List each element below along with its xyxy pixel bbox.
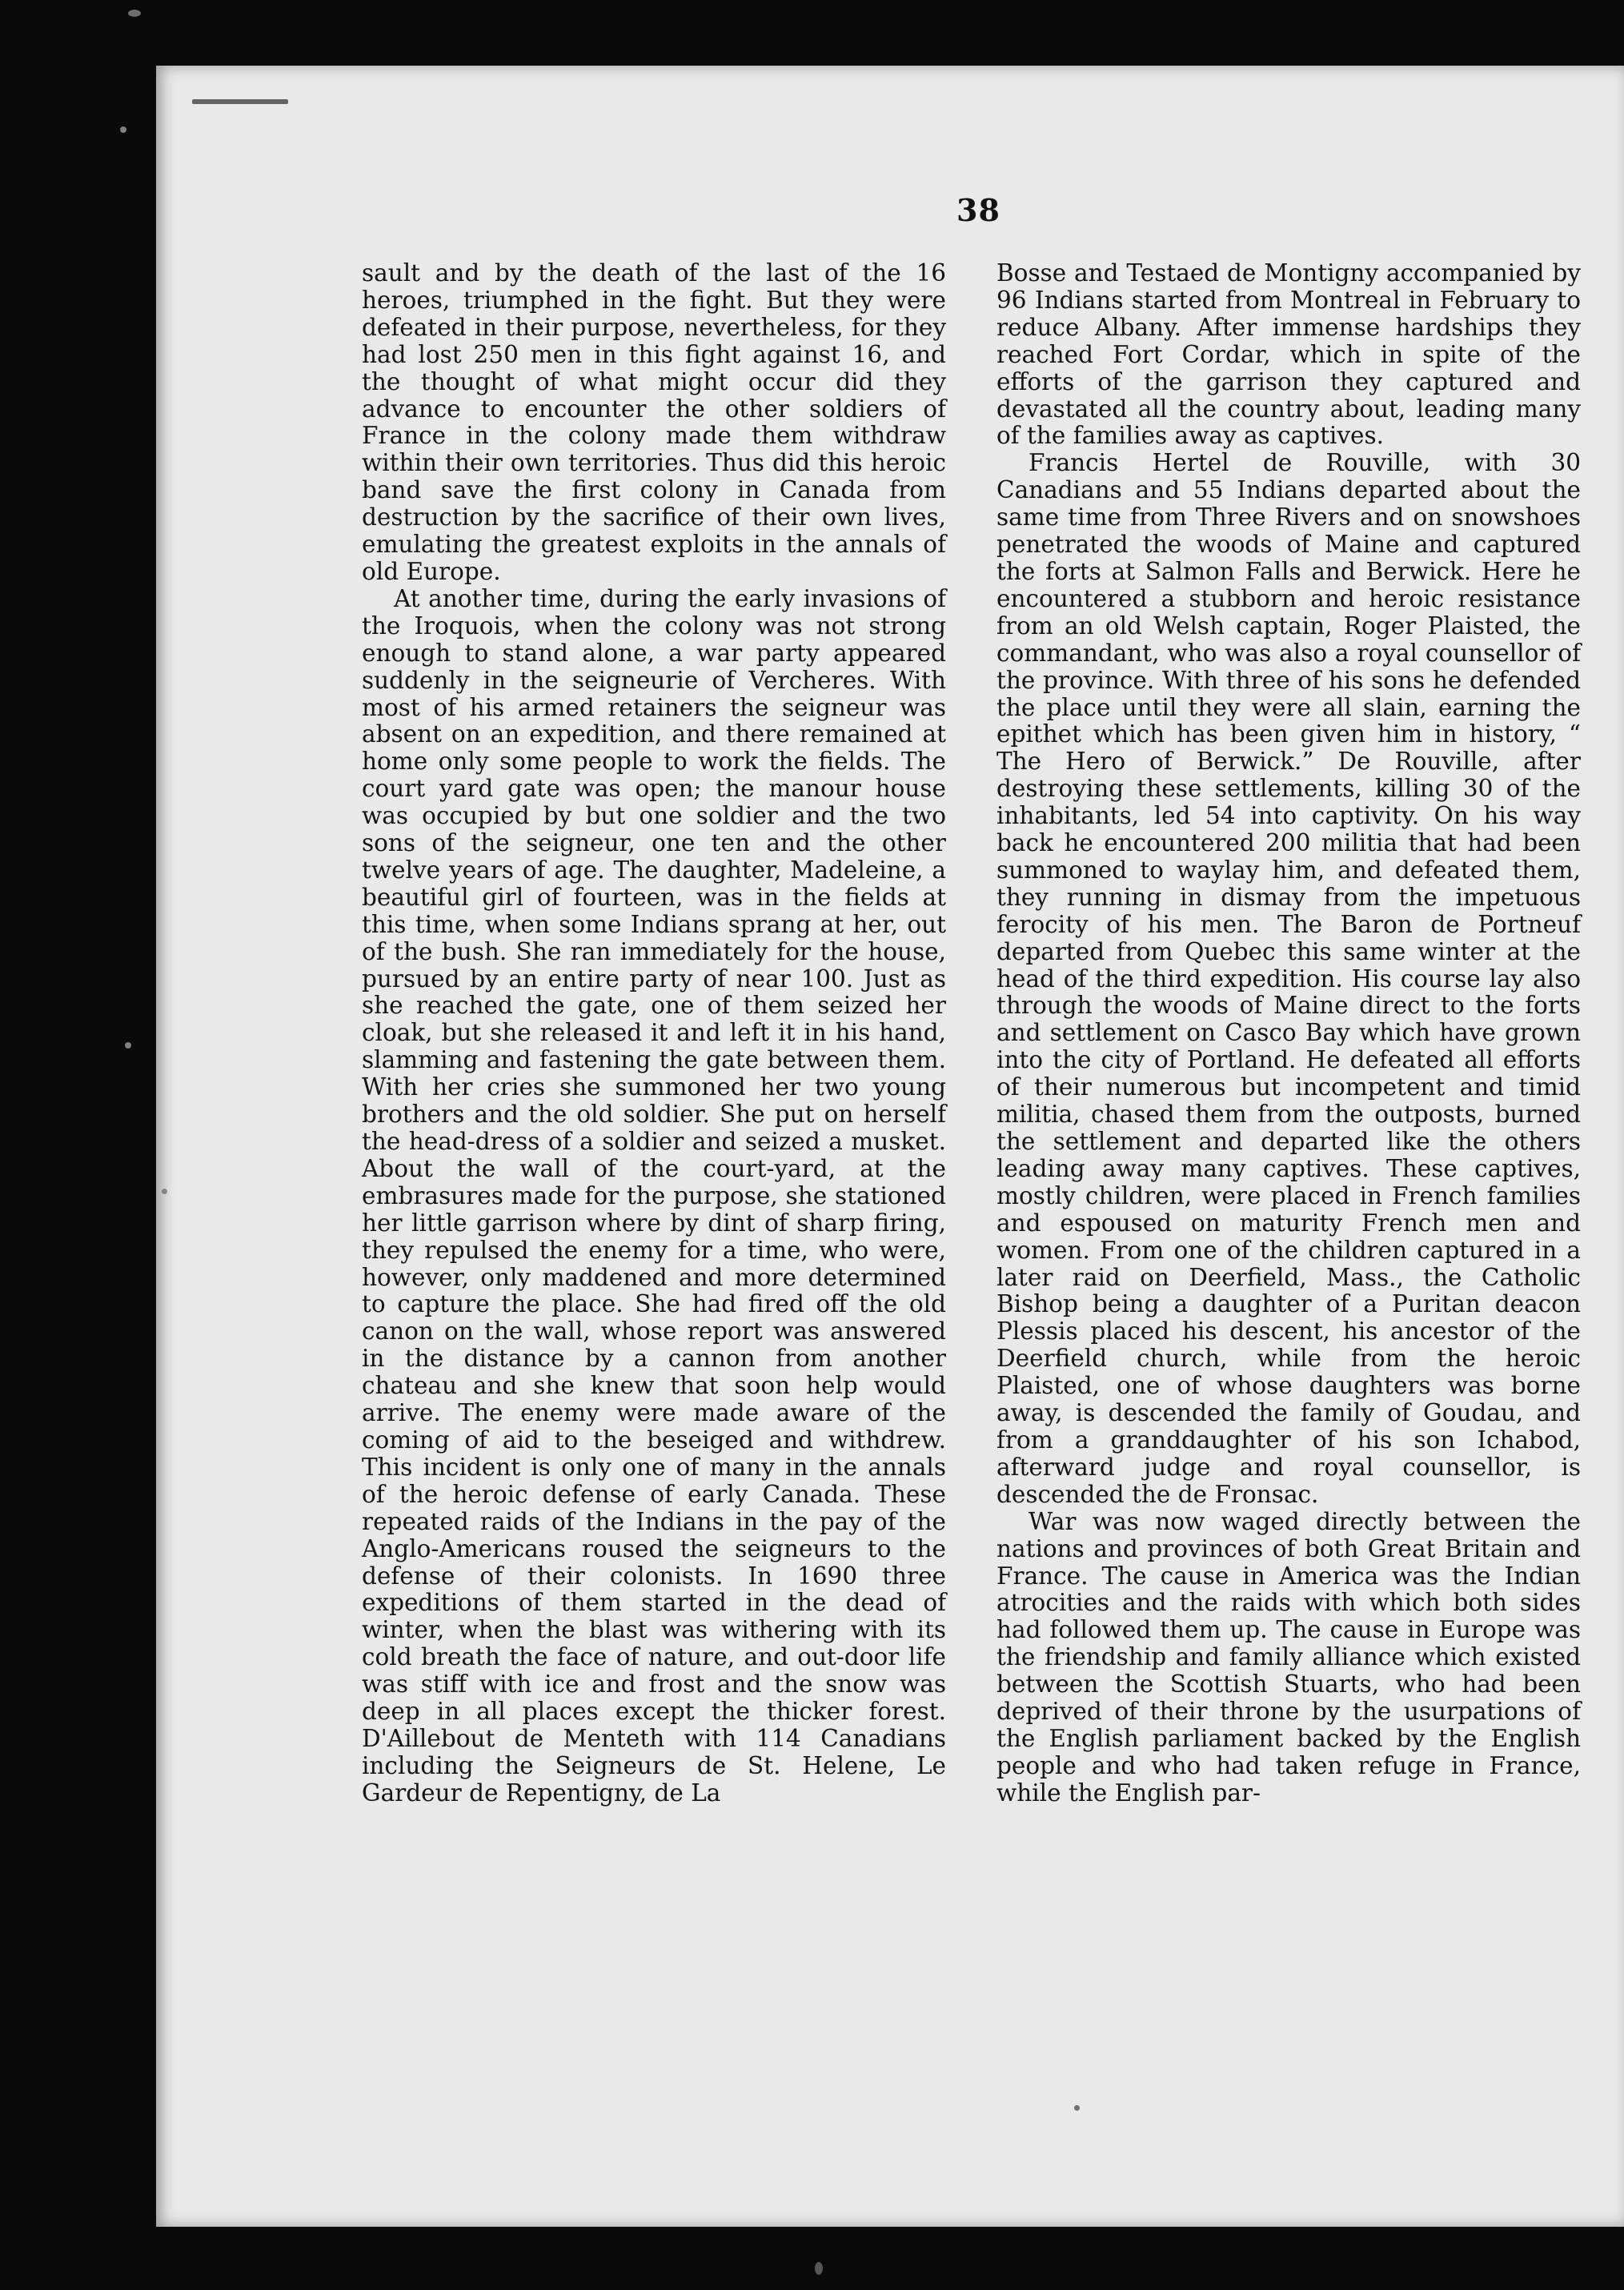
paragraph: Bosse and Testaed de Montigny accompanied by 96 Indians started from Montreal in February to reduce Albany. After immense hardships they reached Fort Cordar, which in spite of the efforts of the garrison they captured and devastated all the country about, leading many of the families away as captives.	[996, 259, 1581, 450]
paragraph: sault and by the death of the last of the 16 heroes, triumphed in the fight. But they were defeated in their purpose, nevertheless, for they had lost 250 men in this fight against 16, and the thought of what might occur did they advance to encounter the other soldiers of France in the colony made them withdraw within their own territories. Thus did this heroic band save the first colony in Canada from destruction by the sacrifice of their own lives, emulating the greatest exploits in the annals of old Europe.	[362, 259, 946, 585]
scan-speck	[162, 1189, 167, 1194]
scan-speck	[128, 10, 141, 17]
scan-speck	[815, 2262, 823, 2275]
paragraph: Francis Hertel de Rouville, with 30 Canadians and 55 Indians departed about the same time from Three Rivers and on snowshoes penetrated the woods of Maine and captured the forts at Salmon Falls and Berwick. Here he encountered a stubborn and heroic resistance from an old Welsh captain, Roger Plaisted, the commandant, who was also a royal counsellor of the province. With three of his sons he defended the place until they were all slain, earning the epithet which has been given him in history, “ The Hero of Berwick.” De Rouville, after destroying these settlements, killing 30 of the inhabitants, led 54 into captivity. On his way back he encountered 200 militia that had been summoned to waylay him, and defeated them, they running in dismay from the impetuous ferocity of his men. The Baron de Portneuf departed from Quebec this same winter at the head of the third expedition. His course lay also through the woods of Maine direct to the forts and settlement on Casco Bay which have grown into the city of Portland. He defeated all efforts of their numerous but incompetent and timid militia, chased them from the outposts, burned the settlement and departed like the others leading away many captives. These captives, mostly children, were placed in French families and espoused on maturity French men and women. From one of the children captured in a later raid on Deerfield, Mass., the Catholic Bishop being a daughter of a Puritan deacon Plessis placed his descent, his ancestor of the Deerfield church, while from the heroic Plaisted, one of whose daughters was borne away, is descended the family of Goudau, and from a granddaughter of his son Ichabod, afterward judge and royal counsellor, is descended the de Fronsac.	[996, 449, 1581, 1508]
scan-edge-mark	[192, 99, 288, 104]
scan-speck	[120, 126, 126, 133]
scan-speck	[1074, 2105, 1080, 2111]
right-text-column	[996, 260, 1581, 1807]
page-number: 38	[956, 192, 1000, 228]
scan-speck	[125, 1042, 131, 1049]
left-text-column	[362, 260, 946, 1807]
paragraph: War was now waged directly between the nations and provinces of both Great Britain and France. The cause in America was the Indian atrocities and the raids with which both sides had followed them up. The cause in Europe was the friendship and family alliance which existed between the Scottish Stuarts, who had been deprived of their throne by the usurpations of the English parliament backed by the English people and who had taken refuge in France, while the English par-	[996, 1507, 1581, 1807]
paragraph: At another time, during the early invasions of the Iroquois, when the colony was not strong enough to stand alone, a war party appeared suddenly in the seigneurie of Vercheres. With most of his armed retainers the seigneur was absent on an expedition, and there remained at home only some people to work the fields. The court yard gate was open; the manour house was occupied by but one soldier and the two sons of the seigneur, one ten and the other twelve years of age. The daughter, Madeleine, a beautiful girl of fourteen, was in the fields at this time, when some Indians sprang at her, out of the bush. She ran immediately for the house, pursued by an entire party of near 100. Just as she reached the gate, one of them seized her cloak, but she released it and left it in his hand, slamming and fastening the gate between them. With her cries she summoned her two young brothers and the old soldier. She put on herself the head-dress of a soldier and seized a musket. About the wall of the court-yard, at the embrasures made for the purpose, she stationed her little garrison where by dint of sharp firing, they repulsed the enemy for a time, who were, however, only maddened and more determined to capture the place. She had fired off the old canon on the wall, whose report was answered in the distance by a cannon from another chateau and she knew that soon help would arrive. The enemy were made aware of the coming of aid to the beseiged and withdrew. This incident is only one of many in the annals of the heroic defense of early Canada. These repeated raids of the Indians in the pay of the Anglo-Americans roused the seigneurs to the defense of their colonists. In 1690 three expeditions of them started in the dead of winter, when the blast was withering with its cold breath the face of nature, and out-door life was stiff with ice and frost and the snow was deep in all places except the thicker forest. D'Aillebout de Menteth with 114 Canadians including the Seigneurs de St. Helene, Le Gardeur de Repentigny, de La	[362, 584, 946, 1807]
